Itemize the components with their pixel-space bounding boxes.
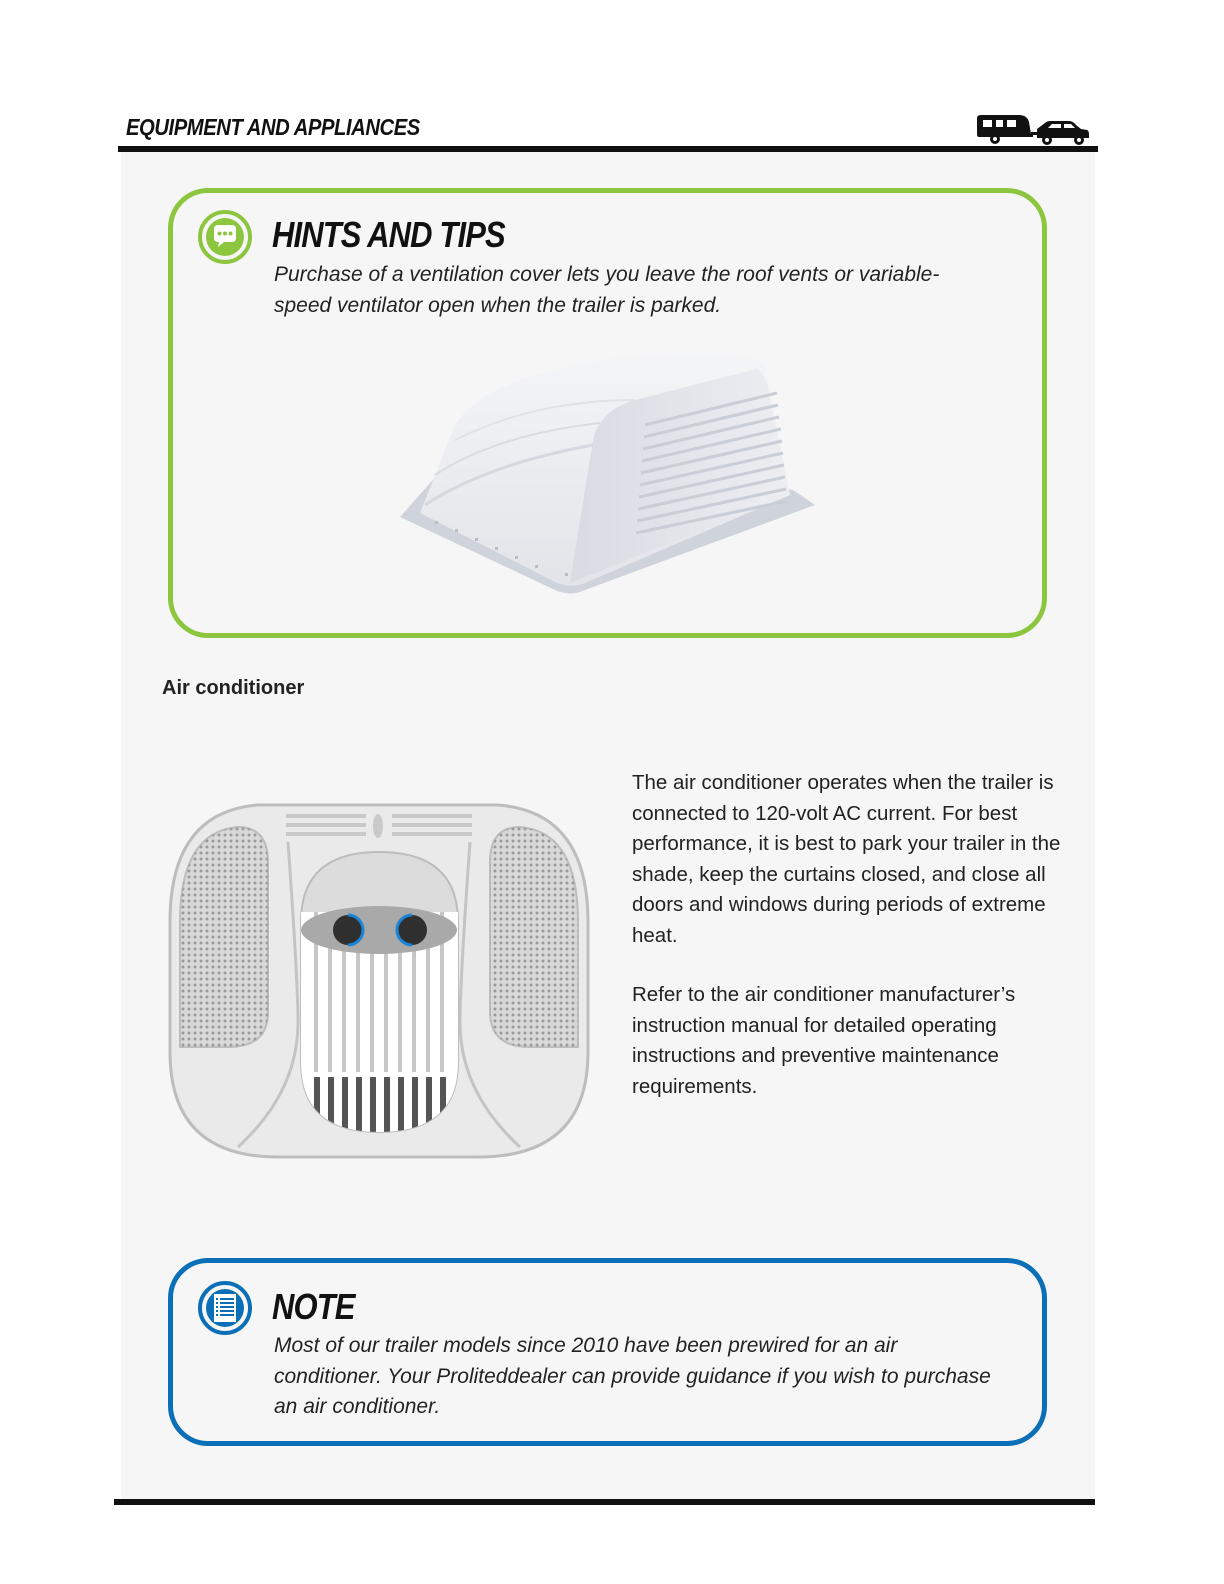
air-conditioner-paragraph-1: The air conditioner operates when the trailer is connected to 120-volt AC current. For best performance, it is best to park your trailer in the shade, keep the curtains closed, and close all doors and windows during periods of extreme heat. [632,771,1061,947]
air-conditioner-heading: Air conditioner [162,677,305,699]
hints-body: Purchase of a ventilation cover lets you leave the roof vents or variable-speed ventilator open when the trailer is parked. [274,263,940,317]
note-body: Most of our trailer models since 2010 have been prewired for an air conditioner. Your Prolitеddealer can provide guidance if you wish to purchase an air conditioner. [274,1334,991,1418]
air-conditioner-paragraph-2: Refer to the air conditioner manufacturer’s instruction manual for detailed operating instructions and preventive maintenance requirements. [632,983,1016,1098]
trailer-and-car-icon [975,112,1091,148]
section-title: EQUIPMENT AND APPLIANCES [126,114,420,140]
hints-heading: HINTS AND TIPS [272,214,505,255]
note-heading: NOTE [272,1286,355,1327]
document-icon [197,1280,253,1336]
speech-bubble-icon [197,209,253,265]
ventilation-cover-image [395,345,820,610]
footer-rule [114,1499,1095,1505]
air-conditioner-illustration [168,802,590,1162]
